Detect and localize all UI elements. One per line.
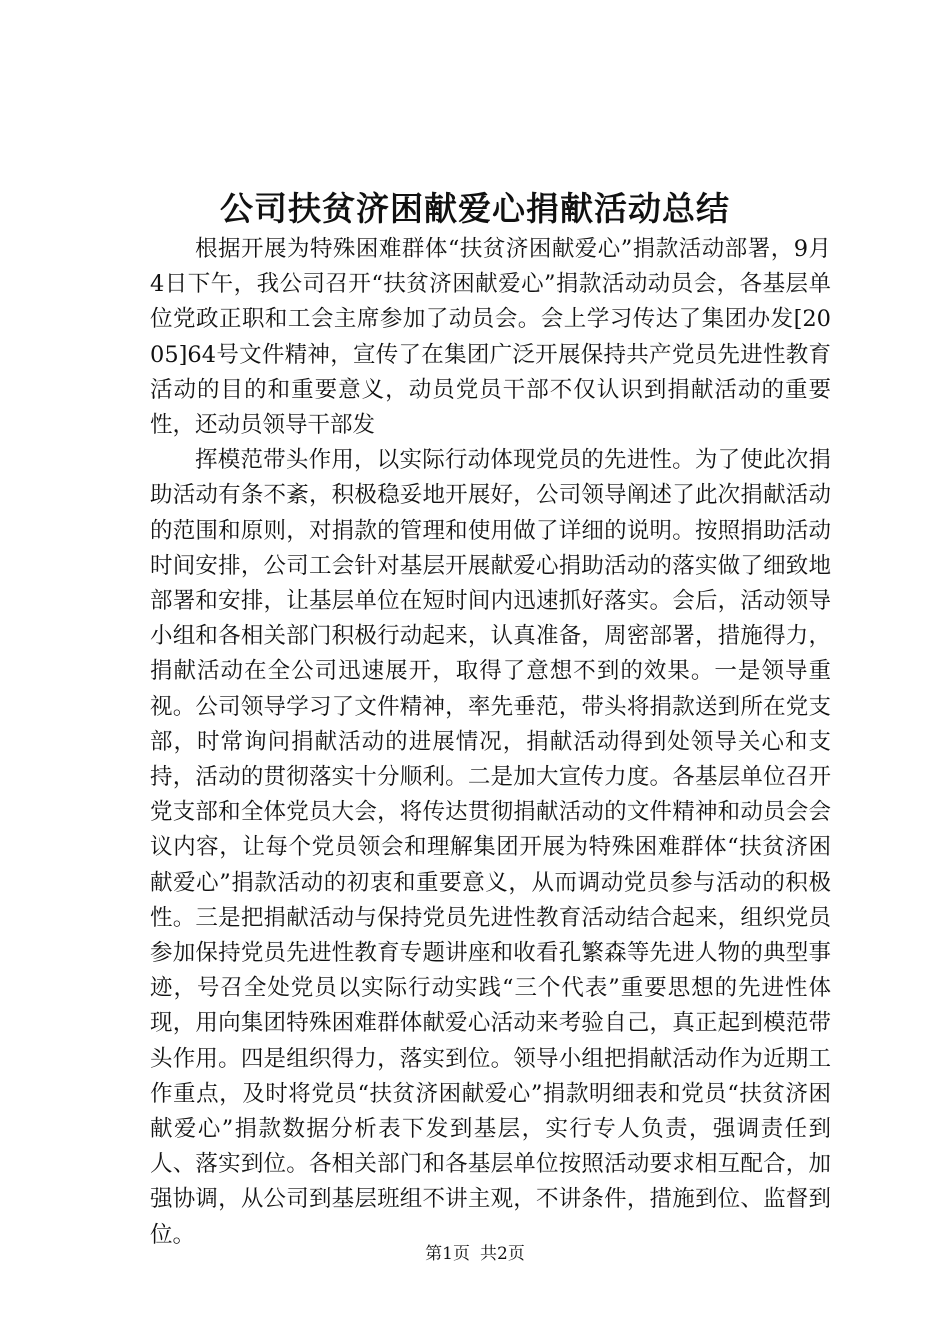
page-number-current: 第1页 <box>425 1244 470 1264</box>
document-body <box>150 232 831 1253</box>
document-title: 公司扶贫济困献爱心捐献活动总结 <box>220 189 730 228</box>
paragraph-1: 根据开展为特殊困难群体“扶贫济困献爱心”捐款活动部署，9月4日下午，我公司召开“扶贫济困献爱心”捐款活动动员会，各基层单位党政正职和工会主席参加了动员会。会上学习传达了集团办发[2005]64号文件精神，宣传了在集团广泛开展保持共产党员先进性教育活动的目的和重要意义，动员党员干部不仅认识到捐献活动的重要性，还动员领导干部发 <box>150 236 831 439</box>
paragraph-2: 挥模范带头作用，以实际行动体现党员的先进性。为了使此次捐助活动有条不紊，积极稳妥地开展好，公司领导阐述了此次捐献活动的范围和原则，对捐款的管理和使用做了详细的说明。按照捐助活动时间安排，公司工会针对基层开展献爱心捐助活动的落实做了细致地部署和安排，让基层单位在短时间内迅速抓好落实。会后，活动领导小组和各相关部门积极行动起来，认真准备，周密部署，措施得力，捐献活动在全公司迅速展开，取得了意想不到的效果。一是领导重视。公司领导学习了文件精神，率先垂范，带头将捐款送到所在党支部，时常询问捐献活动的进展情况，捐献活动得到处领导关心和支持，活动的贯彻落实十分顺利。二是加大宣传力度。各基层单位召开党支部和全体党员大会，将传达贯彻捐献活动的文件精神和动员会会议内容，让每个党员领会和理解集团开展为特殊困难群体“扶贫济困献爱心”捐款活动的初衷和重要意义，从而调动党员参与活动的积极性。三是把捐献活动与保持党员先进性教育活动结合起来，组织党员参加保持党员先进性教育专题讲座和收看孔繁森等先进人物的典型事迹，号召全处党员以实际行动实践“三个代表”重要思想的先进性体现，用向集团特殊困难群体献爱心活动来考验自己，真正起到模范带头作用。四是组织得力，落实到位。领导小组把捐献活动作为近期工作重点，及时将党员“扶贫济困献爱心”捐款明细表和党员“扶贫济困献爱心”捐款数据分析表下发到基层，实行专人负责，强调责任到人、落实到位。各相关部门和各基层单位按照活动要求相互配合，加强协调，从公司到基层班组不讲主观，不讲条件，措施到位、监督到位。 <box>150 447 831 1248</box>
page-footer <box>0 1242 950 1266</box>
page-number-total: 共2页 <box>480 1244 525 1264</box>
